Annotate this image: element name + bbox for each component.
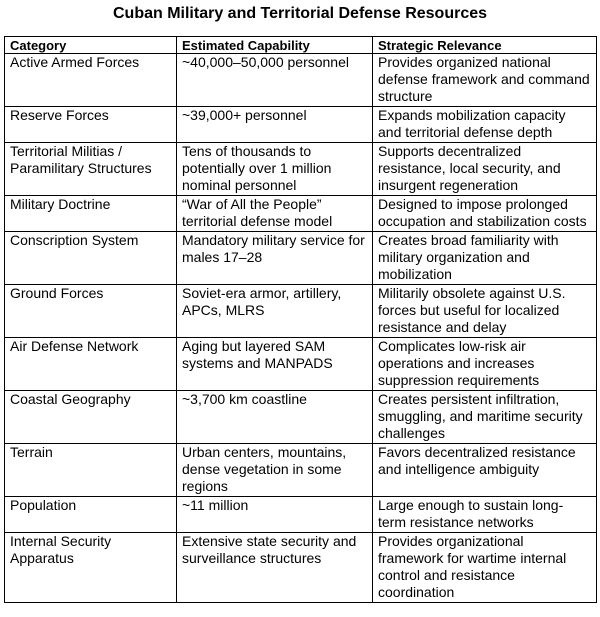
relevance-cell: Complicates low-risk air operations and increases suppression requirements xyxy=(373,338,597,391)
table-row xyxy=(5,143,597,196)
capability-cell: Urban centers, mountains, dense vegetation in some regions xyxy=(177,444,373,497)
relevance-cell: Provides organizational framework for wartime internal control and resistance coordination xyxy=(373,533,597,603)
category-cell: Territorial Militias / Paramilitary Structures xyxy=(5,143,177,196)
table-row xyxy=(5,497,597,533)
category-cell: Air Defense Network xyxy=(5,338,177,391)
table-row xyxy=(5,54,597,107)
table-row xyxy=(5,232,597,285)
category-cell: Reserve Forces xyxy=(5,107,177,143)
category-cell: Conscription System xyxy=(5,232,177,285)
capability-cell: Soviet-era armor, artillery, APCs, MLRS xyxy=(177,285,373,338)
table-row xyxy=(5,107,597,143)
header-strategic-relevance: Strategic Relevance xyxy=(373,37,597,54)
capability-cell: Extensive state security and surveillance structures xyxy=(177,533,373,603)
relevance-cell: Designed to impose prolonged occupation and stabilization costs xyxy=(373,196,597,232)
capability-cell: ~3,700 km coastline xyxy=(177,391,373,444)
relevance-cell: Creates broad familiarity with military organization and mobilization xyxy=(373,232,597,285)
table-row xyxy=(5,391,597,444)
category-cell: Coastal Geography xyxy=(5,391,177,444)
header-estimated-capability: Estimated Capability xyxy=(177,37,373,54)
table-row xyxy=(5,285,597,338)
relevance-cell: Favors decentralized resistance and intelligence ambiguity xyxy=(373,444,597,497)
relevance-cell: Provides organized national defense framework and command structure xyxy=(373,54,597,107)
document-title: Cuban Military and Territorial Defense Resources xyxy=(112,5,488,22)
relevance-cell: Creates persistent infiltration, smuggling, and maritime security challenges xyxy=(373,391,597,444)
category-cell: Internal Security Apparatus xyxy=(5,533,177,603)
capability-cell: Aging but layered SAM systems and MANPADS xyxy=(177,338,373,391)
capability-cell: ~40,000–50,000 personnel xyxy=(177,54,373,107)
capability-cell: ~39,000+ personnel xyxy=(177,107,373,143)
capability-cell: Mandatory military service for males 17–28 xyxy=(177,232,373,285)
table-row xyxy=(5,444,597,497)
category-cell: Active Armed Forces xyxy=(5,54,177,107)
table-row xyxy=(5,533,597,603)
header-category: Category xyxy=(5,37,177,54)
category-cell: Military Doctrine xyxy=(5,196,177,232)
relevance-cell: Supports decentralized resistance, local security, and insurgent regeneration xyxy=(373,143,597,196)
relevance-cell: Militarily obsolete against U.S. forces but useful for localized resistance and delay xyxy=(373,285,597,338)
table-header-row xyxy=(5,37,597,54)
capability-cell: ~11 million xyxy=(177,497,373,533)
table-row xyxy=(5,338,597,391)
relevance-cell: Expands mobilization capacity and territorial defense depth xyxy=(373,107,597,143)
capability-cell: Tens of thousands to potentially over 1 million nominal personnel xyxy=(177,143,373,196)
table-row xyxy=(5,196,597,232)
defense-resources-table xyxy=(4,36,597,603)
capability-cell: “War of All the People” territorial defense model xyxy=(177,196,373,232)
relevance-cell: Large enough to sustain long-term resistance networks xyxy=(373,497,597,533)
category-cell: Ground Forces xyxy=(5,285,177,338)
category-cell: Terrain xyxy=(5,444,177,497)
category-cell: Population xyxy=(5,497,177,533)
